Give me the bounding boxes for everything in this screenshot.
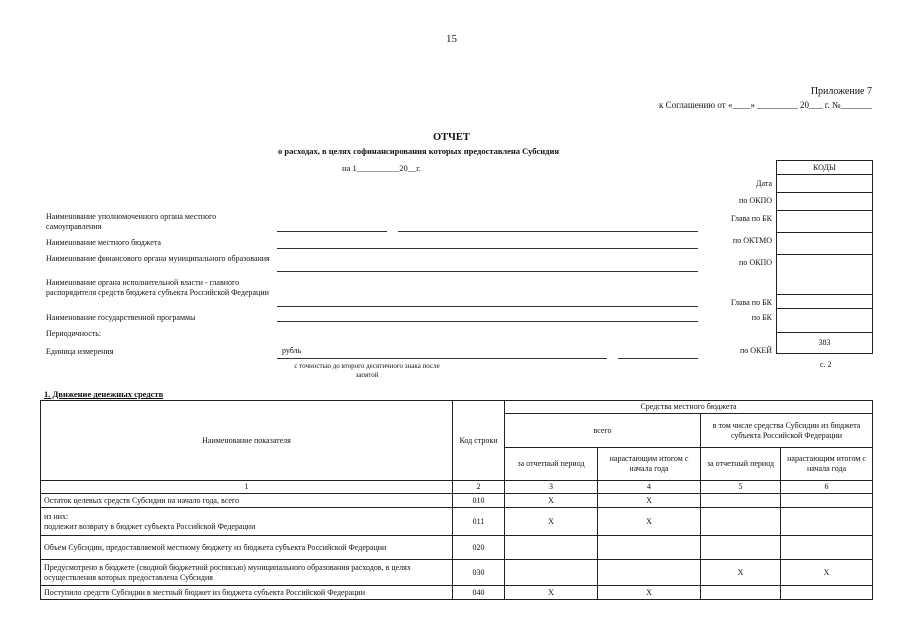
cell-c5[interactable] (701, 494, 781, 508)
row-name: Объем Субсидии, предоставляемой местному бюджету из бюджета субъекта Российской Федерации (41, 536, 453, 560)
cell-c3[interactable] (505, 560, 598, 586)
field-line-finance-body[interactable] (277, 271, 698, 272)
cell-c6[interactable]: X (781, 560, 873, 586)
code-cell-glava-2[interactable] (777, 295, 872, 309)
row-code: 020 (453, 536, 505, 560)
field-label-budget: Наименование местного бюджета (46, 238, 161, 247)
header-local-budget: Средства местного бюджета (505, 401, 873, 414)
code-label-oktmo: по ОКТМО (732, 236, 772, 245)
code-cell-date[interactable] (777, 175, 872, 193)
table-row (41, 586, 873, 600)
codes-header: КОДЫ (777, 161, 872, 175)
col-number: 1 (41, 481, 453, 494)
field-label-finance-body: Наименование финансового органа муниципального образования (46, 254, 270, 263)
codes-column (776, 160, 873, 354)
continue-page-label: с. 2 (820, 360, 832, 369)
cell-c5[interactable] (701, 508, 781, 536)
code-label-date: Дата (756, 179, 772, 188)
cell-c5[interactable]: X (701, 560, 781, 586)
header-subsidy-share: в том числе средства Субсидии из бюджета субъекта Российской Федерации (701, 414, 873, 448)
table-row (41, 536, 873, 560)
cell-c3[interactable]: X (505, 508, 598, 536)
cell-c5[interactable] (701, 536, 781, 560)
header-reporting-period: за отчетный период (505, 448, 598, 481)
row-name: Остаток целевых средств Субсидии на начало года, всего (41, 494, 453, 508)
appendix-title: Приложение 7 (810, 86, 872, 97)
cell-c6[interactable] (781, 494, 873, 508)
code-cell-bk[interactable] (777, 309, 872, 333)
code-cell-glava[interactable] (777, 211, 872, 233)
col-number: 2 (453, 481, 505, 494)
cell-c4[interactable]: X (598, 586, 701, 600)
col-number: 5 (701, 481, 781, 494)
cash-flow-table (40, 400, 873, 600)
code-label-okpo: по ОКПО (739, 196, 772, 205)
row-name: Предусмотрено в бюджете (сводной бюджетной росписью) муниципального образования расходов, в целях осуществления которых предоставлена Субсидия (41, 560, 453, 586)
table-row (41, 560, 873, 586)
cell-c5[interactable] (701, 586, 781, 600)
code-label-glava: Глава по БК (731, 214, 772, 223)
col-number: 4 (598, 481, 701, 494)
field-label-unit: Единица измерения (46, 347, 114, 356)
code-label-okei: по ОКЕЙ (739, 346, 772, 355)
field-line-unit-a[interactable] (277, 358, 607, 359)
row-code: 040 (453, 586, 505, 600)
field-line-authority-b[interactable] (398, 231, 698, 232)
field-line-authority-a[interactable] (277, 231, 387, 232)
report-date-line: на 1__________20__г. (342, 163, 421, 173)
cell-c3[interactable]: X (505, 494, 598, 508)
header-indicator: Наименование показателя (41, 401, 453, 481)
header-total: всего (505, 414, 701, 448)
header-cumulative-2: нарастающим итогом с начала года (781, 448, 873, 481)
row-name: Поступило средств Субсидии в местный бюджет из бюджета субъекта Российской Федерации (41, 586, 453, 600)
code-cell-okpo[interactable] (777, 193, 872, 211)
cell-c3[interactable]: X (505, 586, 598, 600)
report-title: ОТЧЕТ (433, 132, 470, 143)
cell-c4[interactable]: X (598, 494, 701, 508)
page-number: 15 (446, 33, 457, 45)
code-cell-oktmo[interactable] (777, 233, 872, 255)
cell-c3[interactable] (505, 536, 598, 560)
header-line-code: Код строки (453, 401, 505, 481)
section-title: 1. Движение денежных средств (44, 389, 164, 399)
row-code: 010 (453, 494, 505, 508)
field-label-program: Наименование государственной программы (46, 313, 196, 322)
code-cell-okpo-2[interactable] (777, 255, 872, 295)
agreement-line: к Соглашению от «____» _________ 20___ г. №_______ (659, 100, 872, 110)
cell-c6[interactable] (781, 508, 873, 536)
col-number: 6 (781, 481, 873, 494)
field-label-authority: Наименование уполномоченного органа местного самоуправления (46, 212, 217, 231)
cell-c4[interactable] (598, 560, 701, 586)
cell-c6[interactable] (781, 586, 873, 600)
code-label-glava-2: Глава по БК (731, 298, 772, 307)
field-label-executive-body: Наименование органа исполнительной власти - главного распорядителя средств бюджета субъекта Российской Федерации (46, 278, 269, 297)
code-label-bk: по БК (751, 313, 772, 322)
cell-c4[interactable]: X (598, 508, 701, 536)
row-name: из них: подлежит возврату в бюджет субъекта Российской Федерации (41, 508, 453, 536)
code-cell-okei: 383 (818, 338, 831, 347)
table-row (41, 494, 873, 508)
report-subtitle: о расходах, в целях софинансирования которых предоставлена Субсидия (278, 146, 559, 156)
header-cumulative: нарастающим итогом с начала года (598, 448, 701, 481)
field-line-program[interactable] (277, 321, 698, 322)
field-line-executive-body[interactable] (277, 306, 698, 307)
code-label-okpo-2: по ОКПО (739, 258, 772, 267)
row-code: 011 (453, 508, 505, 536)
field-line-unit-b[interactable] (618, 358, 698, 359)
field-line-budget[interactable] (277, 248, 698, 249)
unit-value: рубль (282, 346, 302, 355)
col-number: 3 (505, 481, 598, 494)
table-row (41, 508, 873, 536)
cell-c4[interactable] (598, 536, 701, 560)
row-code: 030 (453, 560, 505, 586)
cell-c6[interactable] (781, 536, 873, 560)
field-label-periodicity: Периодичность: (46, 329, 102, 338)
header-reporting-period-2: за отчетный период (701, 448, 781, 481)
unit-precision-note: с точностью до второго десятичного знака после запятой (294, 362, 440, 379)
